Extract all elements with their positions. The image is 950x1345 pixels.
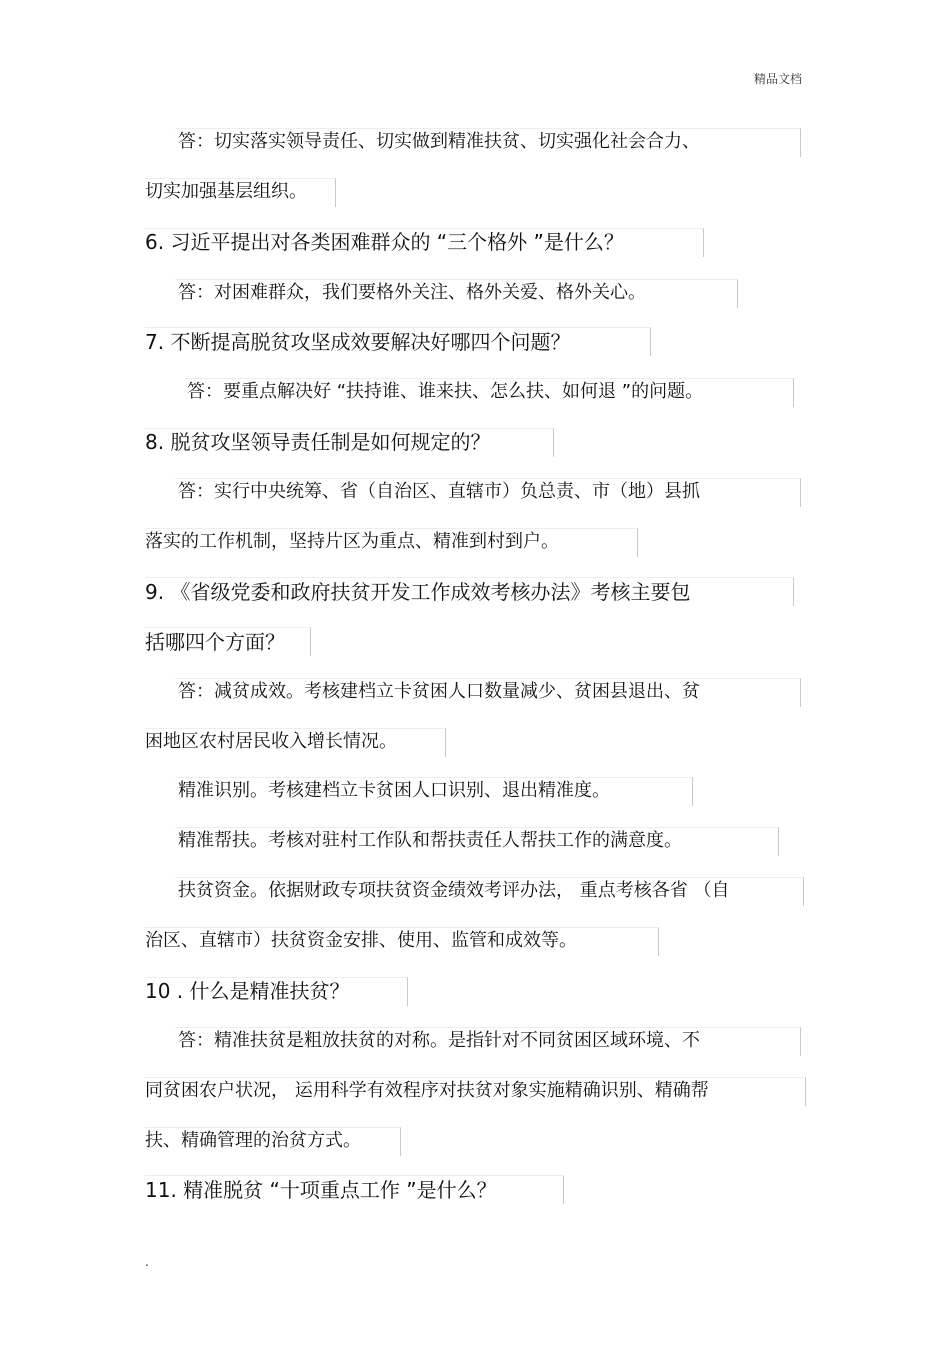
page-header-label: 精品文档 xyxy=(753,72,802,86)
answer-9-line-4: 精准帮扶。考核对驻村工作队和帮扶责任人帮扶工作的满意度。 xyxy=(178,830,682,851)
footer-dot: . xyxy=(145,1255,149,1269)
answer-8-line-2: 落实的工作机制，坚持片区为重点、精准到村到户。 xyxy=(145,531,559,552)
answer-7: 答：要重点解决好 “扶持谁、谁来扶、怎么扶、如何退 ”的问题。 xyxy=(187,381,704,402)
answer-9-line-6: 治区、直辖市）扶贫资金安排、使用、监管和成效等。 xyxy=(145,930,577,951)
answer-5-line-1: 答：切实落实领导责任、切实做到精准扶贫、切实强化社会合力、 xyxy=(178,131,700,152)
question-6: 6. 习近平提出对各类困难群众的 “三个格外 ”是什么？ xyxy=(145,230,624,254)
answer-9-line-1: 答：减贫成效。考核建档立卡贫困人口数量减少、贫困县退出、贫 xyxy=(178,681,700,702)
question-9-line-1: 9. 《省级党委和政府扶贫开发工作成效考核办法》考核主要包 xyxy=(145,580,691,604)
question-7: 7. 不断提高脱贫攻坚成效要解决好哪四个问题？ xyxy=(145,330,571,354)
answer-10-line-1: 答：精准扶贫是粗放扶贫的对称。是指针对不同贫困区域环境、不 xyxy=(178,1030,700,1051)
question-8: 8. 脱贫攻坚领导责任制是如何规定的？ xyxy=(145,430,491,454)
answer-9-line-5: 扶贫资金。依据财政专项扶贫资金绩效考评办法， 重点考核各省 （自 xyxy=(178,880,730,901)
question-9-line-2: 括哪四个方面？ xyxy=(145,630,285,654)
answer-6: 答：对困难群众，我们要格外关注、格外关爱、格外关心。 xyxy=(178,282,646,303)
answer-9-line-3: 精准识别。考核建档立卡贫困人口识别、退出精准度。 xyxy=(178,780,610,801)
answer-5-line-2: 切实加强基层组织。 xyxy=(145,181,307,202)
question-11: 11. 精准脱贫 “十项重点工作 ”是什么？ xyxy=(145,1178,497,1202)
answer-9-line-2: 困地区农村居民收入增长情况。 xyxy=(145,731,397,752)
answer-8-line-1: 答：实行中央统筹、省（自治区、直辖市）负总责、市（地）县抓 xyxy=(178,481,700,502)
answer-10-line-3: 扶、精确管理的治贫方式。 xyxy=(145,1130,361,1151)
question-10: 10 . 什么是精准扶贫？ xyxy=(145,979,350,1003)
answer-10-line-2: 同贫困农户状况， 运用科学有效程序对扶贫对象实施精确识别、精确帮 xyxy=(145,1080,709,1101)
